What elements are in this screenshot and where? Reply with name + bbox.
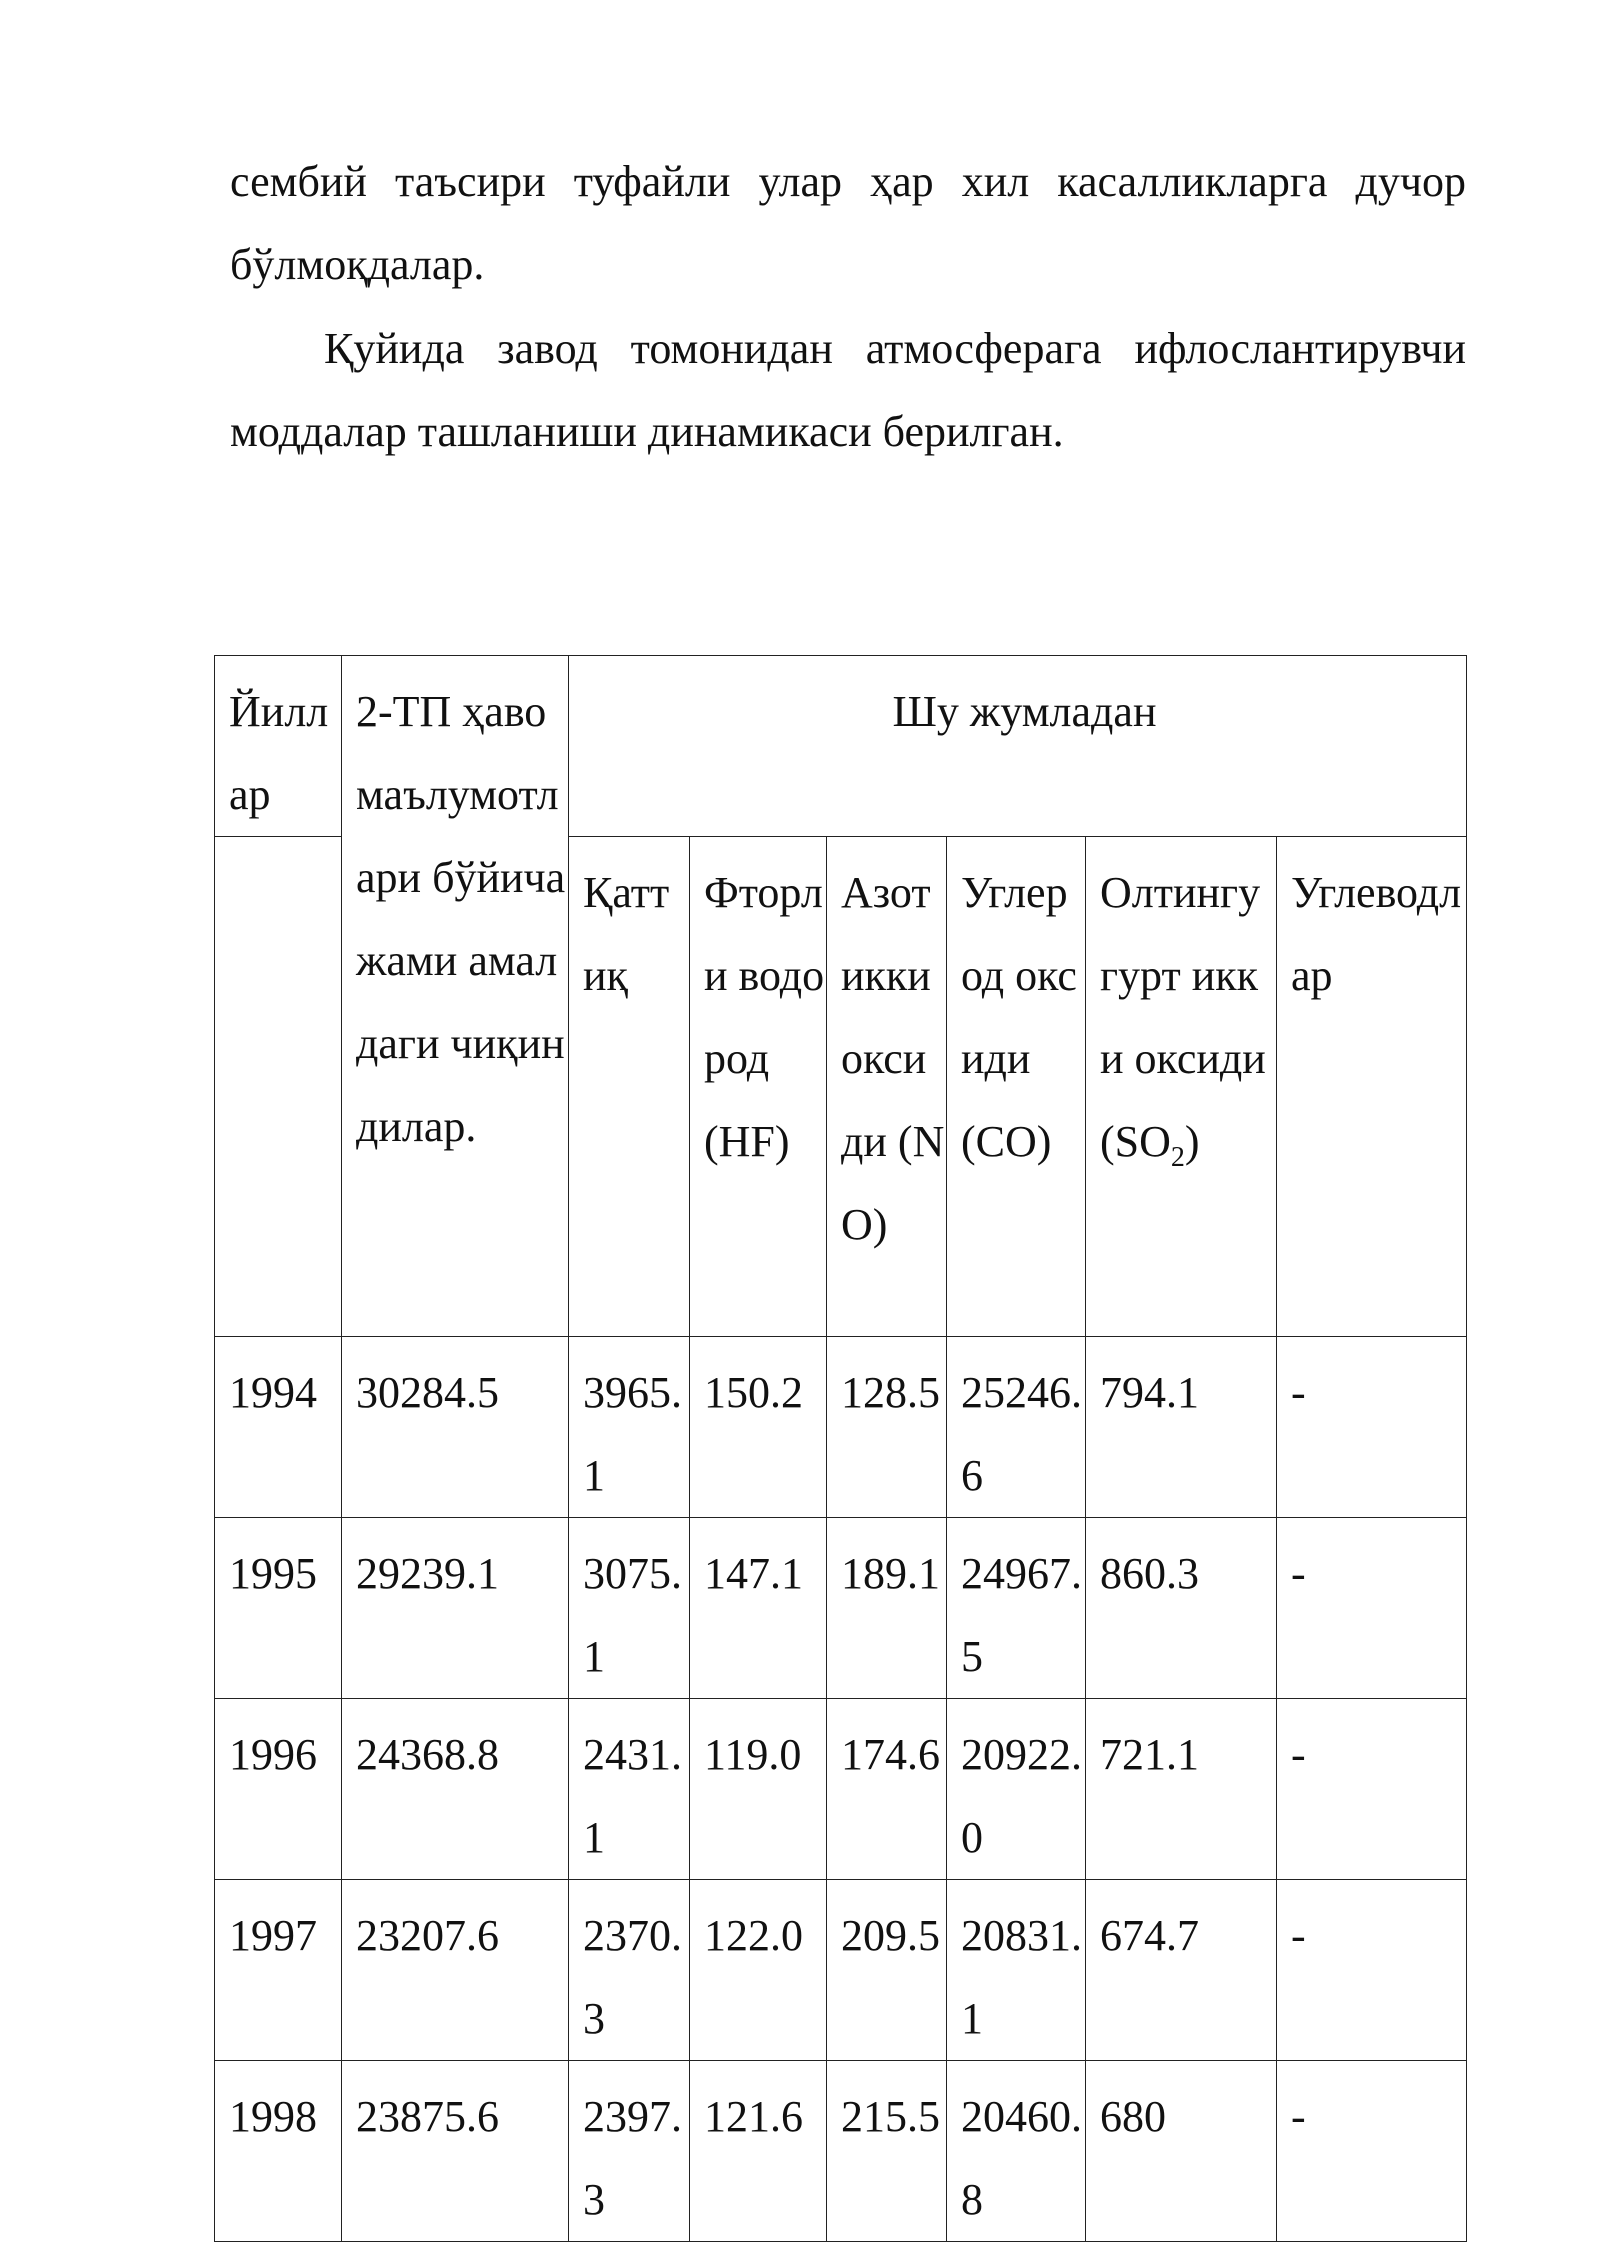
- cell-year: 1995: [215, 1518, 342, 1699]
- cell-hydrocarbons: -: [1277, 1518, 1467, 1699]
- cell-co: 20460.8: [947, 2061, 1086, 2242]
- cell-total: 24368.8: [342, 1699, 569, 1880]
- cell-solid: 3075.1: [569, 1518, 690, 1699]
- cell-hf: 122.0: [690, 1880, 827, 2061]
- cell-solid: 2431.1: [569, 1699, 690, 1880]
- cell-total: 30284.5: [342, 1337, 569, 1518]
- header-total: 2-ТП ҳаво маълумотлари бўйича жами амалдаги чиқиндилар.: [342, 656, 569, 1337]
- cell-total: 23875.6: [342, 2061, 569, 2242]
- header-years-blank: [215, 837, 342, 1337]
- cell-no: 128.5: [827, 1337, 947, 1518]
- header-solid: Қаттиқ: [569, 837, 690, 1337]
- cell-hf: 119.0: [690, 1699, 827, 1880]
- cell-total: 29239.1: [342, 1518, 569, 1699]
- cell-no: 189.1: [827, 1518, 947, 1699]
- cell-hydrocarbons: -: [1277, 1699, 1467, 1880]
- cell-hf: 147.1: [690, 1518, 827, 1699]
- paragraph-intro: сембий таъсири туфайли улар ҳар хил касалликларга дучор бўлмоқдалар.: [230, 157, 1466, 289]
- table-row: [215, 1699, 1467, 1880]
- cell-hydrocarbons: -: [1277, 2061, 1467, 2242]
- paragraph-table-caption: Қуйида завод томонидан атмосферага ифлослантирувчи моддалар ташланиши динамикаси берилган.: [230, 324, 1466, 456]
- header-co: Углерод оксиди (CO): [947, 837, 1086, 1337]
- cell-solid: 3965.1: [569, 1337, 690, 1518]
- table-header-row-1: [215, 656, 1467, 837]
- header-so2-main: Олтингугурт икки оксиди (SO: [1100, 868, 1266, 1166]
- cell-hf: 121.6: [690, 2061, 827, 2242]
- header-hf: Фторли водород (HF): [690, 837, 827, 1337]
- cell-so2: 860.3: [1086, 1518, 1277, 1699]
- cell-hydrocarbons: -: [1277, 1337, 1467, 1518]
- cell-total: 23207.6: [342, 1880, 569, 2061]
- cell-so2: 794.1: [1086, 1337, 1277, 1518]
- cell-co: 20831.1: [947, 1880, 1086, 2061]
- cell-year: 1997: [215, 1880, 342, 2061]
- cell-solid: 2370.3: [569, 1880, 690, 2061]
- cell-no: 174.6: [827, 1699, 947, 1880]
- cell-co: 25246.6: [947, 1337, 1086, 1518]
- emissions-table: [214, 655, 1467, 2242]
- cell-year: 1994: [215, 1337, 342, 1518]
- table-row: [215, 1337, 1467, 1518]
- cell-co: 20922.0: [947, 1699, 1086, 1880]
- header-no: Азот икки оксиди (NO): [827, 837, 947, 1337]
- header-hydrocarbons: Углеводлар: [1277, 837, 1467, 1337]
- cell-so2: 721.1: [1086, 1699, 1277, 1880]
- table-row: [215, 1880, 1467, 2061]
- cell-so2: 674.7: [1086, 1880, 1277, 2061]
- cell-year: 1996: [215, 1699, 342, 1880]
- header-including: Шу жумладан: [569, 656, 1467, 837]
- table-row: [215, 1518, 1467, 1699]
- cell-hf: 150.2: [690, 1337, 827, 1518]
- table-row: [215, 2061, 1467, 2242]
- header-so2: [1086, 837, 1277, 1337]
- cell-no: 215.5: [827, 2061, 947, 2242]
- header-so2-sub: 2: [1170, 1141, 1185, 1173]
- cell-no: 209.5: [827, 1880, 947, 2061]
- cell-hydrocarbons: -: [1277, 1880, 1467, 2061]
- header-so2-end: ): [1184, 1117, 1200, 1166]
- cell-solid: 2397.3: [569, 2061, 690, 2242]
- cell-so2: 680: [1086, 2061, 1277, 2242]
- cell-co: 24967.5: [947, 1518, 1086, 1699]
- header-years: Йиллар: [215, 656, 342, 837]
- cell-year: 1998: [215, 2061, 342, 2242]
